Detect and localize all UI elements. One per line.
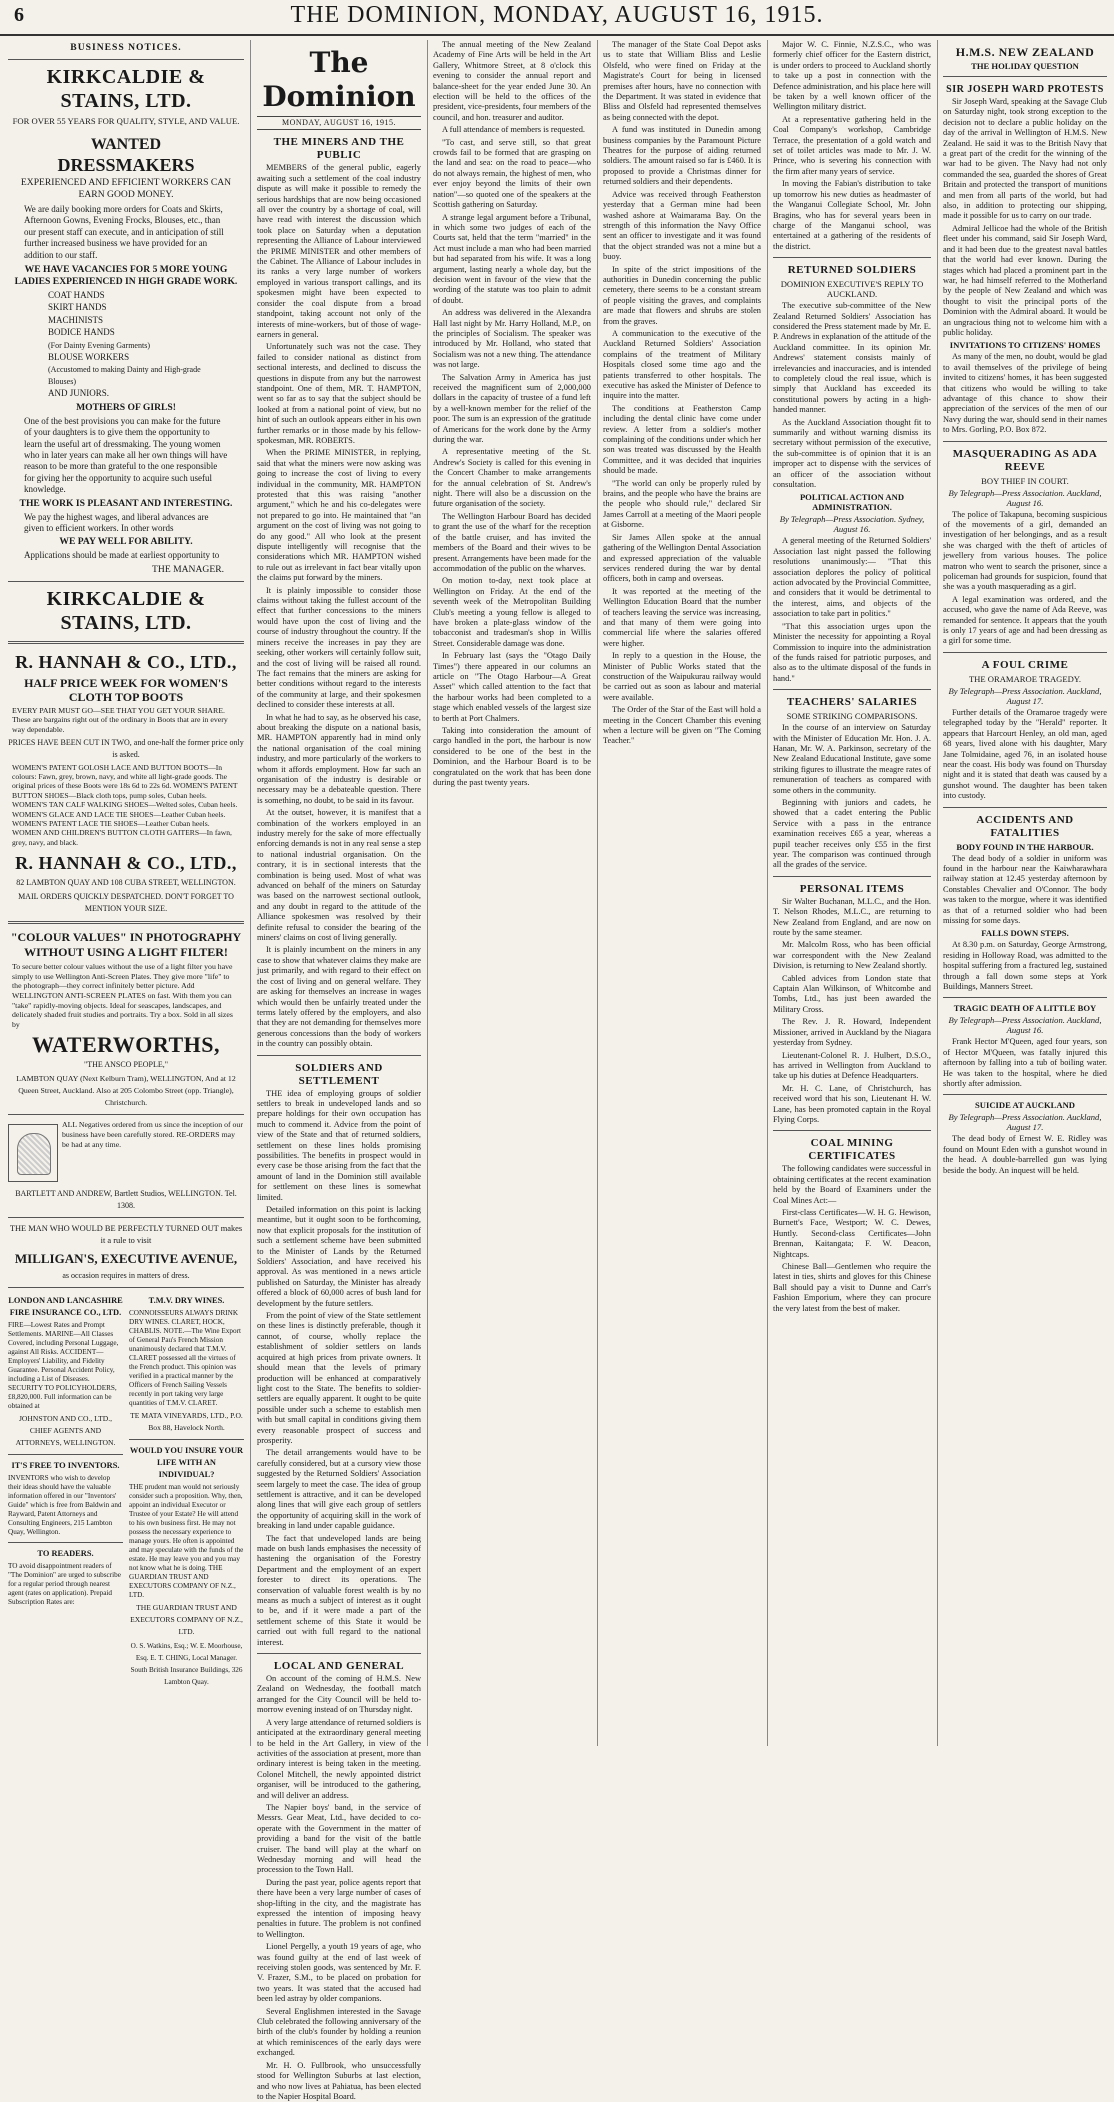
teachers-paragraph: Beginning with juniors and cadets, he showed that a cadet entering the Public Service with a pass in the entrance examination receives £65 a year, whereas a pupil teacher receives only £55 in the first year. The comparison was continued through all the grades of the service. [773, 797, 931, 870]
lead-paragraph: In what he had to say, as he observed his case, about breaking the dispute on a national basis, MR. HAMPTON apparently had in mind only the national organisation of the coal mining industry, and more particularly of the workers to whom it affords employment. How far such an organisation of the industry is desirable or necessary may be a debateable question. There is something, no doubt, to be said in its favour. [257, 712, 421, 805]
tmv-paragraph: CONNOISSEURS ALWAYS DRINK DRY WINES. CLARET, HOCK, CHABLIS. NOTE.—The Wine Export of General Pau's French Mission unanimously declared that T.M.V. CLARET possessed all the virtues of the French product. This opinion was verified in a practical manner by the Officers of French Sailing Vessels recently in port taking very large quantities of T.M.V. CLARET. [129, 1309, 241, 1408]
column-rule [937, 40, 938, 1746]
news-paragraph: Advice was received through Featherston yesterday that a German mine had been washed ashore at Waimarama Bay. On the strength of this information the Navy Office sent an officer to investigate and it was found that the object stranded was not a mine but a buoy. [603, 189, 761, 262]
hannah-items: WOMEN'S PATENT GOLOSH LACE AND BUTTON BOOTS—In colours: Fawn, grey, brown, navy, and white all light-grade goods. The original prices of these Boots were 18s 6d to 22s 6d. WOMEN'S PATENT BUTTON SHOES—Black cloth tops, pump soles, Cuban heels. WOMEN'S TAN CALF WALKING SHOES—Welted soles, Cuban heels. WOMEN'S GLACE AND LACE TIE SHOES—Leather Cuban heels. WOMEN'S PATENT LACE TIE SHOES—Leather Cuban heels. WOMEN AND CHILDREN'S BUTTON CLOTH GAITERS—In fawn, grey, navy, and black. [12, 762, 238, 847]
lead-paragraph: When the PRIME MINISTER, in replying, said that what the miners were now asking was going to increase the cost of living to every individual in the community, MR. HAMPTON protested that this was raising "another argument," which he and his co-delegates were not prepared to go into. He maintained that "an argument on the cost of living was not going to do any good." All who look at the present dispute intelligently will recognise that the considerations which MR. HAMPTON wished to rule out as irrelevant in fact bear vitally upon the claims put forward by the miners. [257, 448, 421, 583]
lead-paragraph: It is plainly incumbent on the miners in any case to show that whatever claims they make are just primarily, and with regard to their effect on the cost of living and on general welfare. They are asking for themselves an increase in wages which would then be unfairly treated under the terms lately offered by the employers, and also that they are not demanding for themselves more generous concessions than the body of workers in the country can possibly obtain. [257, 945, 421, 1049]
news-paragraph: A strange legal argument before a Tribunal, in which some two judges of each of the Courts sat, held that the term "married" in the Act must include a man who had been married but had separated from his wife. It was a long argument, lasting nearly a whole day, but the decision went in favour of the view that the wording of the statute was too plain to admit of doubt. [433, 212, 591, 305]
nz-paragraph: Admiral Jellicoe had the whole of the British fleet under his command, said Sir Joseph Ward, and it had been due to the greatest naval battles that the world had ever known. During the stages which had placed a prominent part in the war, he had himself referred to the Motherland by the people of New Zealand and which was thought to visit the principal ports of the Dominion with the Admiral aboard. It would be an ungracious thing not to welcome him with a public holiday. [943, 223, 1107, 337]
column-rule [597, 40, 598, 1746]
nz-paragraph: Sir Joseph Ward, speaking at the Savage Club on Saturday night, took strong exception to the decision not to declare a public holiday on the day of the arrival in Wellington of H.M.S. New Zealand. He said it was to the British Navy that a great part of the credit for the winning of the war had to be given. The Navy had not only commanded the sea, guarded the shores of Great Britain and protected the transport of munitions and men from all parts of the world, but had also, in addition to protecting our shipping, made it possible for us to carry on our trade. [943, 97, 1107, 221]
body-found-paragraph: The dead body of a soldier in uniform was found in the harbour near the Kaiwharawhara railway station at 12.45 yesterday afternoon by Constables Chevalier and O'Connor. The body was taken to the morgue, where it was identified as that of a returned soldier who had been missing for some days. [943, 853, 1107, 925]
editorial-column [257, 40, 421, 2101]
tragic-death-byline: By Telegraph—Press Association. Auckland, August 16. [948, 1015, 1102, 1036]
waterworths-title: WATERWORTHS, [31, 1032, 221, 1058]
local-paragraph: Lionel Pergelly, a youth 19 years of age, who was found guilty at the end of last week of receiving stolen goods, was sentenced by Mr. F. V. Frazer, S.M., to be placed on probation for two years. It was stated that the accused had been led astray by older companions. [257, 1942, 421, 2004]
personal-paragraph: Lieutenant-Colonel R. J. Hulbert, D.S.O., has arrived in Wellington from Auckland to take up his duties at Defence Headquarters. [773, 1050, 931, 1081]
hms-new-zealand-title: H.M.S. NEW ZEALAND [955, 45, 1095, 59]
colour-values-paragraph: To secure better colour values without the use of a light filter you have simply to use Wellington Anti-Screen Plates. They give more "life" to the photograph—they correct infinitely better picture. Add WELLINGTON ANTI-SCREEN PLATES on fast. With them you can "take" rapidly-moving objects. Ideal for seascapes, landscapes, and delicately shaded fruit studies and portraits. Try a box. Sold in all sizes by [12, 962, 233, 1029]
news-paragraph: Taking into consideration the amount of cargo handled in the port, the harbour is now considered to be one of the best in the Dominion, and the Harbour Board is to be congratulated on the work that has been done during the past twenty years. [433, 726, 591, 788]
local-general-title: LOCAL AND GENERAL [273, 1660, 405, 1673]
lead-paragraph: MEMBERS of the general public, eagerly awaiting such a settlement of the coal industry dispute as will make it possible to remedy the serious hardships that are now being occasioned all over the country by a shortage of coal, will have read with interest the discussion which took place on Saturday when a deputation representing the Alliance of Labour interviewed the PRIME MINISTER and other members of the Cabinet. The Alliance of Labour includes in its ranks a very large number of workers employed in various transport callings, and its spokesmen might have been expected to consider the coal dispute from a broad standpoint, taking account not only of the interests of mine-workers, but of those of wage-earners in general. [257, 163, 421, 339]
foul-crime-byline: By Telegraph—Press Association. Auckland, August 17. [948, 685, 1102, 706]
soldiers-paragraph: From the point of view of the State settlement on these lines is distinctly preferable, though it cannot, of course, wholly replace the establishment of soldier settlers on lands acquired at high prices from private owners. It should mean that the levels of primary production will be enhanced at comparatively light cost to the State. The benefits to soldier-settlers are equally apparent. It ought to be quite possible under such a scheme to establish men with but small capital in conditions giving them every reasonable prospect of success and prosperity. [257, 1311, 421, 1445]
johnston-line: JOHNSTON AND CO., LTD., CHIEF AGENTS AND ATTORNEYS, WELLINGTON. [15, 1414, 116, 1448]
teachers-paragraph: In the course of an interview on Saturday with the Minister of Education Mr. Hon. J. A. Hanan, Mr. W. A. Parkinson, secretary of the New Zealand Educational Institute, gave some striking figures to illustrate the meagre rates of remuneration of teachers as compared with some others in the community. [773, 723, 931, 795]
personal-items-title: PERSONAL ITEMS [799, 882, 905, 895]
hannah-title: R. HANNAH & CO., LTD., [15, 651, 237, 672]
hannah-footer: R. HANNAH & CO., LTD., [15, 853, 237, 874]
lead-paragraph: Unfortunately such was not the case. They failed to consider national as distinct from sectional interests, and declined to discuss the questions in dispute from any but the narrowest standpoint. One of them, MR. T. HAMPTON, went so far as to say that the subject should be looked at from a national point of view, but no hint of such an outlook appears either in his own further remarks or in those made by his fellow-spokesman, MR. ROBERTS. [257, 342, 421, 445]
holiday-subtitle: THE HOLIDAY QUESTION [971, 61, 1079, 71]
business-notices-header: BUSINESS NOTICES. [70, 42, 182, 53]
guardian-sub: O. S. Watkins, Esq.; W. E. Moorhouse, Esq. E. T. CHING, Local Manager. South British Insurance Buildings, 326 Lambton Quay. [130, 1642, 243, 1687]
lead-paragraph: At the outset, however, it is manifest that a combination of the workers employed in an industry merely for the sake of more effectually enforcing demands is not in any real sense a step to national industrial organisation. On the contrary, it is in sectional interests that the combination is being used. Most of what was advanced on behalf of the miners on Saturday was based on the narrowest sectional outlook, and any doubt in regard to the attitude of the Alliance spokesmen was resolved by their definite refusal to consider the bearing of the miners' claims on cost of living generally. [257, 808, 421, 943]
soldiers-paragraph: Detailed information on this point is lacking meantime, but it ought soon to be forthcoming, now that explicit proposals for the institution of such a settlement scheme have been submitted to the Minister of Lands by the Returned Soldiers' Association, and have received his approval. As was mentioned in a news article published on Saturday, the Minister has already offered a block of 60,000 acres of bush land for development by the future settlers. [257, 1205, 421, 1308]
wanted-heading: WANTED [90, 136, 162, 153]
foul-crime-paragraph: Further details of the Oramaroe tragedy were telegraphed today by the "Herald" reporter. It appears that Harcourt Henley, an old man, aged 68 years, lived alone with his daughter, Mary Jane Tolmidaine, aged 76, in an isolated house near the coast. His body was found on Thursday night and it is stated that death was caused by a gunshot wound. The daughter has been taken into custody. [943, 707, 1107, 801]
news-paragraph: The Salvation Army in America has just received the magnificent sum of 2,000,000 dollars in the capacity of trustee of a fund left by a well-known member for the relief of the poor. The sum is an expression of the gratitude of Americans for the work done by the Army during the war. [433, 372, 591, 445]
news-paragraph: The annual meeting of the New Zealand Academy of Fine Arts will be held in the Art Gallery, Whitmore Street, at 8 o'clock this evening to consider the annual report and balance-sheet for the year ended June 30. An election will be held to the offices of the president, vice-presidents, four members of the council, and hon. treasurer and auditor. [433, 40, 591, 122]
returned-soldiers-subtitle: DOMINION EXECUTIVE'S REPLY TO AUCKLAND. [780, 279, 924, 300]
news-paragraph: "The world can only be properly ruled by brains, and the people who have the brains are the people who should rule," declared Sir James Carroll at a meeting of the Maori people at Gisborne. [603, 478, 761, 530]
tmv-title: T.M.V. DRY WINES. [148, 1296, 225, 1306]
falls-title: FALLS DOWN STEPS. [981, 928, 1069, 939]
news-paragraph: On motion to-day, next took place at Wellington on Friday. At the end of the seventh week of the Metropolitan Building Club's meeting a young fellow is alleged to have broken a plate-glass window of the tobacconist and tradesman's shop in Willis Street. Considerable damage was done. [433, 576, 591, 648]
hands-item: (Accustomed to making Dainty and High-grade Blouses) [48, 365, 201, 386]
news-paragraph: A representative meeting of the St. Andrew's Society is called for this evening in the Concert Chamber to make arrangements for the annual celebration of St. Andrew's night. There will also be a discussion on the future organisation of the society. [433, 447, 591, 509]
london-paragraph: FIRE—Lowest Rates and Prompt Settlements. MARINE—All Classes Covered, including Personal Luggage, against All Risks. ACCIDENT—Employers' Liability, and Fidelity Guarantee. Personal Accident Policy, including a List of Diseases. SECURITY TO POLICYHOLDERS, £8,820,000. Full information can be obtained at [8, 1321, 119, 1411]
suicide-byline: By Telegraph—Press Association. Auckland, August 17. [948, 1112, 1102, 1133]
local-paragraph: Several Englishmen interested in the Savage Club celebrated the following anniversary of the birth of the club's founder by holding a reunion at which reminiscences of the early days were exchanged. [257, 2006, 421, 2058]
hannah-mail: MAIL ORDERS QUICKLY DESPATCHED. DON'T FORGET TO MENTION YOUR SIZE. [18, 892, 234, 914]
masquerading-paragraph: A legal examination was ordered, and the accused, who gave the name of Ada Reeve, was remanded for sentence. It appears that the youth is only 17 years of age and had been dressing as a girl for some time. [943, 594, 1107, 646]
vacancies-line: WE HAVE VACANCIES FOR 5 MORE YOUNG LADIES EXPERIENCED IN HIGH GRADE WORK. [14, 264, 238, 288]
news-paragraph: A fund was instituted in Dunedin among business companies by the Paramount Picture Theatres for the purpose of aiding returned soldiers. The amount raised so far is £460. It is proposed to provide a Christmas dinner for returned soldiers and their dependents. [603, 125, 761, 187]
news-paragraph: It was reported at the meeting of the Wellington Education Board that the number of teachers leaving the service was increasing, and that many of them were going into commercial life where the salaries offered were higher. [603, 586, 761, 648]
page-number: 6 [14, 4, 24, 26]
lead-paragraph: It is plainly impossible to consider those claims without taking the fullest account of the effect that further concessions to the miners would have upon the cost of living and the course of industry throughout the country. If the miners receive the increases in pay they are seeking, other workers will certainly follow suit, and the cost of living will be raised all round. The fact remains that the miners are asking for better conditions without regard to the interests of the community at large, and their spokesmen declined to consider these interests at all. [257, 585, 421, 710]
political-paragraph: "That this association urges upon the Minister the necessity for appointing a Royal Commission to inquire into the administration of the funds raised for patriotic purposes, and also as to the ultimate disposal of the funds in hand." [773, 621, 931, 683]
milligan-sub: as occasion requires in matters of dress. [62, 1271, 190, 1281]
free-paragraph: INVENTORS who wish to develop their ideas should have the valuable information offered in our "Inventors' Guide" which is free from Baldwin and Rayward, Patent Attorneys and Consulting Engineers, 215 Lambton Quay, Wellington. [8, 1474, 122, 1537]
news-paragraph: The manager of the State Coal Depot asks us to state that William Bliss and Leslie Olsfeld, who were fined on Friday at the Magistrate's Court for being in licensed premises after hours, have no connection with the Department. It was stated in evidence that Bliss and Olsfeld had represented themselves as being connected with the depot. [603, 40, 761, 122]
news-paragraph: In reply to a question in the House, the Minister of Public Works stated that the construction of the Waipukurau railway would be carried out as soon as labour and material were available. [603, 651, 761, 702]
tmv-footer: TE MATA VINEYARDS, LTD., P.O. Box 88, Havelock North. [130, 1411, 243, 1433]
dressmakers-heading: DRESSMAKERS [57, 155, 195, 175]
hands-item: (For Dainty Evening Garments) [48, 340, 150, 350]
personal-paragraph: Cabled advices from London state that Captain Alan Wilkinson, of Whitcombe and Tombs, Ltd., has just been awarded the Military Cross. [773, 973, 931, 1014]
ward-protests-title: SIR JOSEPH WARD PROTESTS [946, 84, 1104, 95]
body-found-title: BODY FOUND IN THE HARBOUR. [956, 841, 1094, 852]
experienced-line: EXPERIENCED AND EFFICIENT WORKERS CAN EARN GOOD MONEY. [20, 177, 232, 200]
readers-paragraph: TO avoid disappointment readers of "The Dominion" are urged to subscribe for a regular period through nearest agent (rates on application). Prepaid Subscription Rates are: [8, 1562, 121, 1607]
negatives-ad [8, 1120, 244, 1186]
returned-paragraph: As the Auckland Association thought fit to summarily and without warning dismiss its secretary without permission of the executive, the sub-committee is of opinion that it is an improper act to dispense with the services of an officer of the association without consultation. [773, 417, 931, 490]
teachers-salaries-title: TEACHERS' SALARIES [786, 696, 918, 709]
news-paragraph: "To cast, and serve still, so that great crowds fail to be formed that are grasping on the land and sea: on the road to peace—who do not always remain, the highest of men, who ever enjoy beyond the limits of their own nation"—so quoted one of the speakers at the Scottish gathering on Saturday. [433, 137, 591, 210]
news-paragraph: The Order of the Star of the East will hold a meeting in the Concert Chamber this evening when a lecture will be given on "The Coming Teacher." [603, 705, 761, 746]
insure-paragraph: THE prudent man would not seriously consider such a proposition. Why, then, appoint an individual Executor or Trustee of your Estate? He will attend to his own business first. He may not possess the necessary experience to manage yours. He often is appointed and may speculate with the funds of the estate. He may leave you and you may not know what he is doing. THE GUARDIAN TRUST AND EXECUTORS COMPANY OF N.Z., LTD. [129, 1483, 244, 1600]
coal-mining-title: COAL MINING CERTIFICATES [808, 1137, 896, 1163]
soldiers-paragraph: The fact that undeveloped lands are being made on bush lands emphasises the necessity of hastening the organisation of the Forestry Department and the employment of an expert forester to direct its operations. The conservation of valuable forest wealth is by no means as much a subject of interest as it ought to be, and if it were made a part of the settlement scheme of this State it would be carried out with full regard to the national interest. [257, 1533, 421, 1647]
column-rule [767, 40, 768, 1746]
news-paragraph: A full attendance of members is requested. [442, 125, 586, 135]
returned-paragraph: The executive sub-committee of the New Zealand Returned Soldiers' Association has considered the Press statement made by Mr. E. P. Andrews in explanation of the attitude of the Auckland committee. In its opinion Mr. Andrews' statement consists mainly of irrelevancies and inaccuracies, and is intended to completely cloud the real issue, which is simply that Auckland has exceeded its constitutional powers by acting in a high-handed manner. [773, 301, 931, 415]
soldiers-article-title: SOLDIERS AND SETTLEMENT [295, 1061, 383, 1087]
news-paragraph: The Wellington Harbour Board has decided to grant the use of the wharf for the reception of the battle cruiser, and has invited the members of the Board and their wives to be present. Arrangements have been made for the accommodation of the public on the wharves. [433, 511, 591, 573]
ability-line: WE PAY WELL FOR ABILITY. [59, 536, 193, 548]
editorial-dateline: MONDAY, AUGUST 16, 1915. [257, 116, 421, 130]
coal-paragraph: The following candidates were successful in obtaining certificates at the recent examination held by the Board of Examiners under the Coal Mines Act:— [773, 1164, 931, 1205]
news-column-3 [433, 40, 591, 1746]
hands-item: BODICE HANDS [48, 327, 115, 338]
local-paragraph: On account of the coming of H.M.S. New Zealand on Wednesday, the football match arranged for the City Council will be held to-morrow evening instead of on Thursday night. [257, 1674, 421, 1715]
man-who-line: THE MAN WHO WOULD BE PERFECTLY TURNED OUT makes it a rule to visit [9, 1224, 243, 1246]
returned-soldiers-title: RETURNED SOLDIERS [787, 264, 917, 277]
oramaroe-subtitle: THE ORAMAROE TRAGEDY. [968, 673, 1082, 684]
masthead [0, 0, 1114, 36]
news-paragraph: In spite of the strict impositions of the authorities in Dunedin concerning the public cemetery, there seems to be a constant stream of people visiting the graves, and complaints are made that flowers and shrubs are stolen from the graves. [603, 264, 761, 326]
hannah-address: 82 LAMBTON QUAY AND 108 CUBA STREET, WELLINGTON. [16, 878, 236, 888]
soldiers-paragraph: The detail arrangements would have to be carefully considered, but at a cursory view those suggested by the Returned Soldiers' Association seem largely to meet the case. The idea of group settlement is attractive, and it can be developed along lines that will give each group of settlers the opportunity of acquiring skill in the work of breaking in land under capable guidance. [257, 1448, 421, 1531]
local-paragraph: The Napier boys' band, in the service of Messrs. Gear Meat, Ltd., have decided to co-operate with the Government in the matter of providing a band for the visit of the battle cruiser. The band will play at the wharf on Wednesday morning and will head the procession to the Town Hall. [257, 1802, 421, 1875]
hands-item: COAT HANDS [48, 290, 105, 301]
paper-name: The Dominion [262, 46, 416, 113]
hands-item: MACHINISTS [48, 314, 104, 325]
masquerading-title: MASQUERADING AS ADA REEVE [952, 447, 1098, 473]
masquerading-byline: By Telegraph—Press Association. Auckland, August 16. [948, 487, 1102, 508]
local-paragraph: A very large attendance of returned soldiers is anticipated at the extraordinary general meeting to be held in the Art Gallery, in view of the activities of the association at present, more than ordinary interest is being taken in the meeting. Colonel Mitchell, the newly appointed district organiser, will be introduced to the gathering, and will deliver an address. [257, 1717, 421, 1800]
left-ads [8, 1293, 123, 1690]
news-paragraph: The conditions at Featherston Camp including the dental clinic have come under review. A letter from a soldier's mother complaining of the conditions under which her son was treated was discussed by the Health Committee, and it was decided that inquiries should be made. [603, 403, 761, 476]
accidents-title: ACCIDENTS AND FATALITIES [976, 813, 1074, 839]
local-paragraph: Mr. H. O. Fullbrook, who unsuccessfully stood for Wellington Suburbs at last election, and who now lives at Pahiatua, has been elected to the Napier Hospital Board. [257, 2060, 421, 2101]
hannah-intro: EVERY PAIR MUST GO—SEE THAT YOU GET YOUR SHARE. These are bargains right out of the ordinary in Boots that are in every way dependable. [12, 705, 228, 734]
news-paragraph: At a representative gathering held in the Coal Company's workshop, Cambridge Terrace, the presentation of a gold watch and set of toilet articles was made to Mr. J. W. Prince, who is severing his connection with the firm after many years of service. [773, 114, 931, 176]
lead-article-title: THE MINERS AND THE PUBLIC [273, 136, 405, 162]
news-paragraph: In February last (says the "Otago Daily Times") there appeared in our columns an article on "The Otago Harbour—A Great Asset" which called attention to the fact that the harbour works had been completed to a stage which enabled vessels of the largest size to berth at Port Chalmers. [433, 651, 591, 723]
mothers-paragraph: One of the best provisions you can make for the future of your daughters is to give them the opportunity to learn the useful art of dressmaking. The young women who in later years can make all her own things will have reason to be more than grateful to the one responsible for giving her the opportunity to acquire such useful knowledge. [24, 415, 228, 495]
personal-paragraph: The Rev. J. R. Howard, Independent Missioner, arrived in Auckland by the Niagara yesterday from Sydney. [773, 1017, 931, 1048]
tragic-death-title: TRAGIC DEATH OF A LITTLE BOY [953, 1003, 1097, 1014]
dressmakers-paragraph: We are daily booking more orders for Coats and Skirts, Afternoon Gowns, Evening Frocks, Blouses, etc., than our present staff can execute, and in anticipation of still further increased business we have provided for an addition to our staff. [24, 204, 224, 260]
news-column-5 [773, 40, 931, 1746]
news-paragraph: Major W. C. Finnie, N.Z.S.C., who was formerly chief officer for the Eastern district, is under orders to proceed to Auckland shortly to take up a post in connection with the Defence administration, and his place here will be taken by a well known officer of the Wellington military district. [773, 40, 931, 112]
ansco-address: LAMBTON QUAY (Next Kelburn Tram), WELLINGTON, And at 12 Queen Street, Auckland. Also at 205 Colombo Street (opp. Triangle), Christchurch. [16, 1074, 236, 1108]
bartlett-line: BARTLETT AND ANDREW, Bartlett Studios, WELLINGTON. Tel. 1308. [15, 1189, 237, 1211]
suicide-paragraph: The dead body of Ernest W. E. Ridley was found on Mount Eden with a gunshot wound in the head. A double-barrelled gun was lying beside the body. An inquest will be held. [943, 1134, 1107, 1175]
studio-crest-icon [8, 1124, 58, 1182]
political-byline: By Telegraph—Press Association. Sydney, August 16. [779, 514, 925, 535]
personal-paragraph: Sir Walter Buchanan, M.L.C., and the Hon. T. Nelson Rhodes, M.L.C., are returning to New Zealand from England, and are now on route by the same steamer. [773, 896, 931, 938]
hannah-subtitle: HALF PRICE WEEK FOR WOMEN'S CLOTH TOP BOOTS [24, 675, 228, 704]
hands-item: AND JUNIORS. [48, 388, 110, 399]
news-paragraph: A communication to the executive of the Auckland Returned Soldiers' Association complains of the treatment of Military Hospitals closed some time ago and the patients transferred to other hospitals. The executive has asked the Minister of Defence to inquire into the matter. [603, 328, 761, 401]
local-paragraph: During the past year, police agents report that there have been a very large number of cases of shop-lifting in the city, and the magistrate has expressed the intention of imposing heavy penalties in future. The problem is not confined to Wellington. [257, 1877, 421, 1939]
political-paragraph: A general meeting of the Returned Soldiers' Association last night passed the following resolutions unanimously:— "That this association deplores the policy of political action advocated by the Provincial Committee, and considers that it would be detrimental to the interest, aims, and objects of the association to take part in politics." [773, 536, 931, 619]
coal-paragraph: First-class Certificates—W. H. G. Hewison, Burnett's Face, Westport; W. C. Dewes, Huntly. Second-class Certificates—John Brennan, Kaitangata; F. W. Deacon, Nightcaps. [773, 1207, 931, 1259]
kirkcaldie-title: KIRKCALDIE & STAINS, LTD. [46, 66, 206, 112]
tragic-death-paragraph: Frank Hector M'Queen, aged four years, son of Hector M'Queen, was fatally injured this afternoon by falling into a tub of boiling water. He was taken to the hospital, where he died shortly after admission. [943, 1037, 1107, 1089]
masquerading-paragraph: The police of Takapuna, becoming suspicious of the movements of a girl, demanded an investigation of her belongings, and as a result she was charged with the theft of articles of jewellery from various houses. The police matron who went to search the prisoner, since a policeman had grounds for suspicion, found that she was a youth masquerading as a girl. [943, 509, 1107, 592]
boy-thief-subtitle: BOY THIEF IN COURT. [981, 475, 1069, 486]
milligan-title: MILLIGAN'S, EXECUTIVE AVENUE, [14, 1251, 238, 1267]
kirkcaldie-tagline: FOR OVER 55 YEARS FOR QUALITY, STYLE, AND VALUE. [12, 116, 240, 126]
hannah-cut: PRICES HAVE BEEN CUT IN TWO, and one-half the former price only is asked. [8, 737, 244, 759]
advertisements-column [8, 40, 244, 1746]
colour-values-title: "COLOUR VALUES" IN PHOTOGRAPHY WITHOUT USING A LIGHT FILTER! [10, 930, 242, 960]
wages-paragraph: We pay the highest wages, and liberal advances are given to efficient workers. In other words [24, 511, 209, 533]
personal-paragraph: Mr. Malcolm Ross, who has been official war correspondent with the New Zealand Division, is returning to New Zealand shortly. [773, 940, 931, 971]
personal-paragraph: Mr. H. C. Lane, of Christchurch, has received word that his son, Lieutenant H. W. Lane, has been promoted captain in the Royal Flying Corps. [773, 1083, 931, 1124]
pleasant-line: THE WORK IS PLEASANT AND INTERESTING. [19, 497, 233, 509]
hands-item: BLOUSE WORKERS [48, 352, 130, 363]
foul-crime-title: A FOUL CRIME [981, 658, 1069, 671]
negatives-text: ALL Negatives ordered from us since the inception of our business have been carefully stored. RE-ORDERS may be had at any time. [62, 1120, 243, 1149]
news-column-4 [603, 40, 761, 1746]
news-paragraph: Sir James Allen spoke at the annual gathering of the Wellington Dental Association and expressed appreciation of the valuable services rendered during the war by dental officers, both in camp and overseas. [603, 532, 761, 584]
political-title: POLITICAL ACTION AND ADMINISTRATION. [799, 492, 905, 513]
suicide-title: SUICIDE AT AUCKLAND [975, 1100, 1075, 1111]
ansco-line: "THE ANSCO PEOPLE," [83, 1060, 169, 1070]
soldiers-paragraph: THE idea of employing groups of soldier settlers to break in undeveloped lands and so prepare holdings for their own occupation has much to commend it. Advice from the point of view of the State and that of returned soldiers, settlement on these lines holds promising possibilities. The benefits in prospect would in every case be those arising from the fact that the amount of land in the Dominion still available for settlement on these lines is somewhat limited. [257, 1088, 421, 1202]
split-ads [8, 1293, 244, 1690]
readers-title: TO READERS. [37, 1549, 94, 1559]
invitations-title: INVITATIONS TO CITIZENS' HOMES [949, 340, 1101, 351]
column-rule [427, 40, 428, 1746]
invitations-paragraph: As many of the men, no doubt, would be glad to avail themselves of the privilege of being invited to citizens' homes, it has been suggested that citizens who would be willing to take advantage of this chance to show their appreciation of the services of the men of our Navy during the war, should send in their names to Mrs. Gorling, P.O. Box 872. [943, 352, 1107, 435]
free-title: IT'S FREE TO INVENTORS. [11, 1461, 120, 1471]
coal-paragraph: Chinese Ball—Gentlemen who require the latest in ties, shirts and gloves for this Chinese Ball should pay a visit to Dunne and Carr's Fashion Emporium, where they can procure the very latest from the best of maker. [773, 1262, 931, 1313]
column-rule [250, 40, 251, 1746]
manager-line: THE MANAGER. [152, 563, 224, 575]
applications-paragraph: Applications should be made at earliest opportunity to [24, 550, 220, 561]
kirkcaldie-footer: KIRKCALDIE & STAINS, LTD. [46, 587, 206, 634]
teachers-salaries-subtitle: SOME STRIKING COMPARISONS. [786, 711, 918, 722]
london-title: LONDON AND LANCASHIRE FIRE INSURANCE CO., LTD. [8, 1296, 123, 1318]
news-paragraph: An address was delivered in the Alexandra Hall last night by Mr. Harry Holland, M.P., on the principles of Socialism. The speaker was introduced by Mr. Holland, who stated that Socialism was not a new thing. The attendance was not large. [433, 308, 591, 370]
masthead-title: THE DOMINION, MONDAY, AUGUST 16, 1915. [290, 2, 824, 28]
guardian-line: THE GUARDIAN TRUST AND EXECUTORS COMPANY OF N.Z., LTD. [130, 1603, 243, 1637]
news-column-6 [943, 40, 1107, 1746]
hands-list [8, 290, 244, 400]
insure-title: WOULD YOU INSURE YOUR LIFE WITH AN INDIVIDUAL? [129, 1446, 244, 1480]
hands-item: SKIRT HANDS [48, 302, 107, 313]
falls-paragraph: At 8.30 p.m. on Saturday, George Armstrong, residing in Holloway Road, was admitted to the hospital suffering from a fractured leg, sustained through a fall down some steps at York Buildings, Manners Street. [943, 940, 1107, 991]
right-ads [129, 1293, 244, 1690]
mothers-heading: MOTHERS OF GIRLS! [76, 401, 176, 413]
news-paragraph: In moving the Fabian's distribution to take up tomorrow his new duties as headmaster of the Wanganui Collegiate School, Mr. John Bragins, who has for several years been in charge of the Manganui school, was entertained at a gathering of the residents of the district. [773, 179, 931, 251]
